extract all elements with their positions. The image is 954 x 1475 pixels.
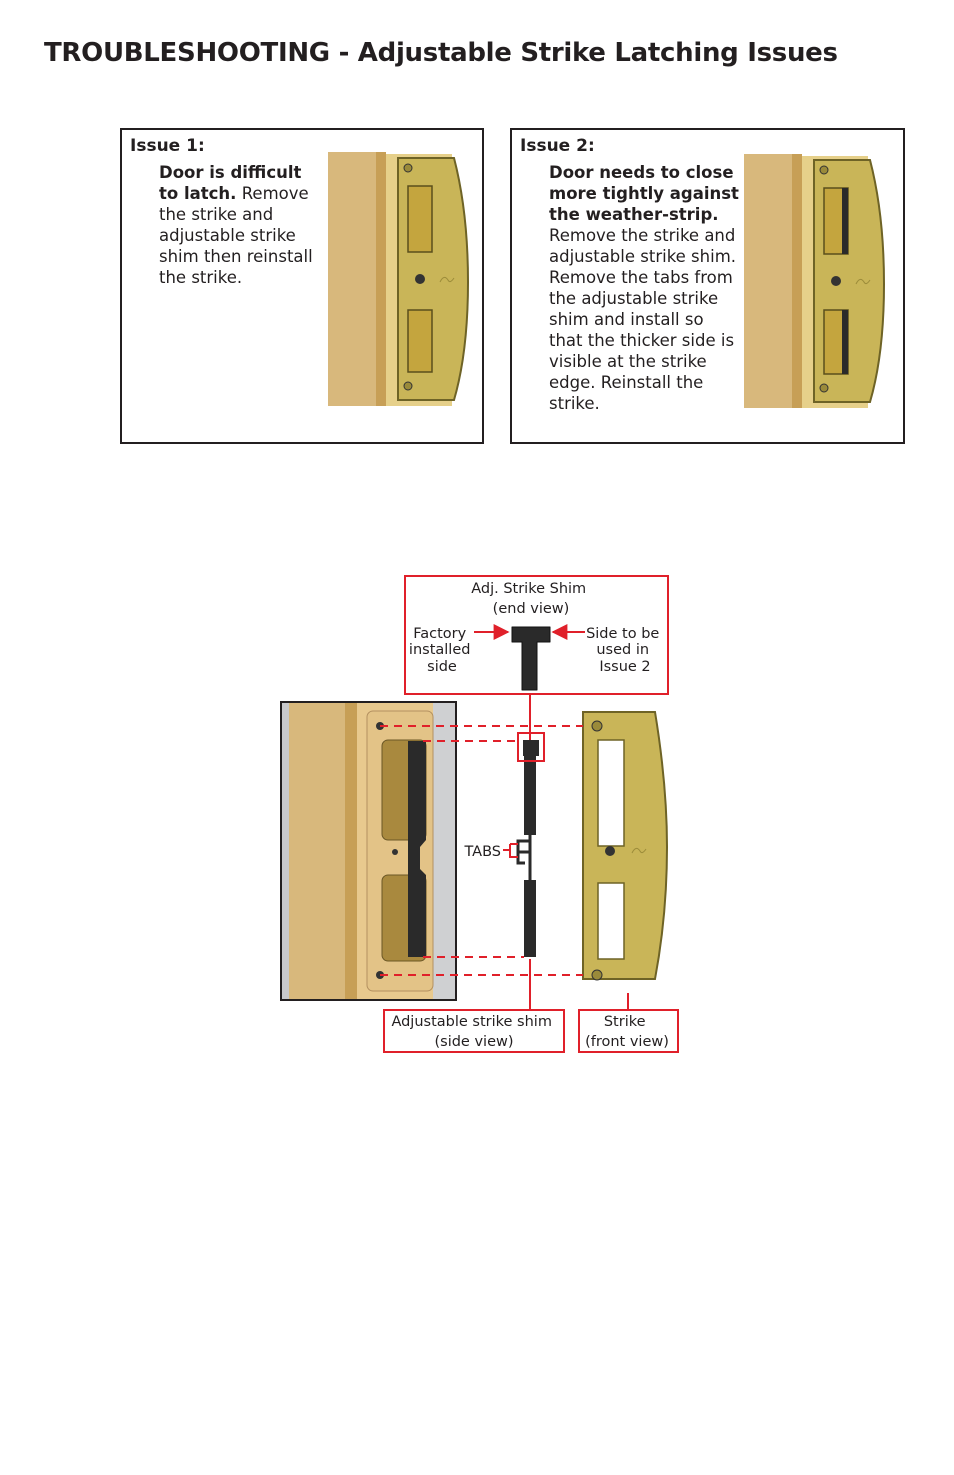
page-title: TROUBLESHOOTING - Adjustable Strike Latching Issues — [44, 38, 838, 68]
issue-2-heading: Issue 2: — [520, 136, 595, 156]
issue-1-text — [159, 162, 319, 288]
side-issue-2-label: Side to be used in Issue 2 — [586, 626, 660, 675]
factory-installed-side-label: Factory installed side — [408, 626, 471, 675]
issue-2-body-text: Remove the strike and adjustable strike shim. Remove the tabs from the adjustable strike shim and install so that the thicker side is visible at the strike edge. Reinstall the strike. — [549, 226, 737, 413]
shim-diagram — [270, 565, 690, 1060]
issue-1-bold-text: Door is difficult to latch. — [159, 163, 302, 203]
strike-front-view-label: Strike (front view) — [585, 1014, 669, 1050]
shim-tabs — [518, 841, 530, 852]
issue-2-box — [510, 128, 905, 444]
issue-2-strike-illustration — [744, 154, 892, 410]
door-jamb-illustration — [281, 702, 456, 1000]
issue-1-body-text: Remove the strike and adjustable strike shim then reinstall the strike. — [159, 184, 313, 287]
issue-1-strike-illustration — [328, 152, 476, 408]
issue-1-heading: Issue 1: — [130, 136, 205, 156]
shim-end-view-label: Adj. Strike Shim (end view) — [471, 581, 587, 617]
issue-1-box — [120, 128, 484, 444]
issue-2-bold-text: Door needs to close more tightly against the weather-strip. — [549, 163, 739, 224]
issue-2-text — [549, 162, 739, 414]
strike-front-view — [583, 712, 667, 980]
shim-side-view — [518, 740, 539, 957]
tabs-label: TABS — [464, 844, 501, 860]
shim-side-view-label: Adjustable strike shim (side view) — [391, 1014, 552, 1050]
